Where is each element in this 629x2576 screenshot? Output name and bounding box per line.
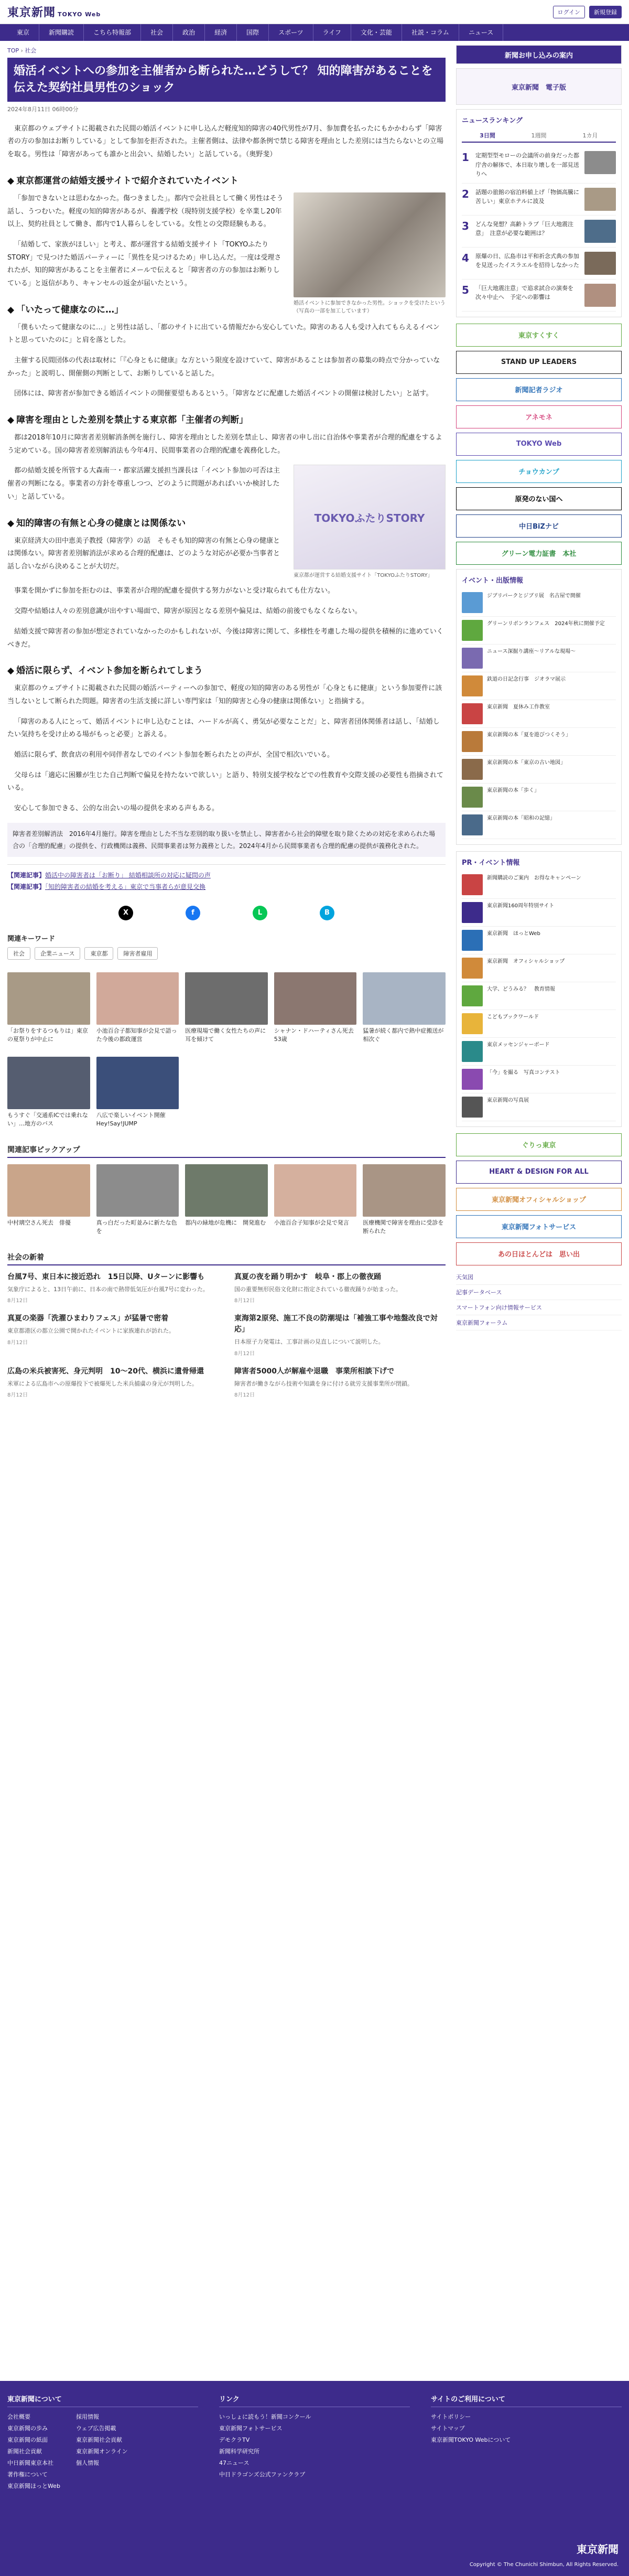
card-title: 医療機関で障害を理由に受診を断られた bbox=[363, 1219, 444, 1235]
ranking-tab[interactable]: 1週間 bbox=[531, 132, 547, 139]
event-thumbnail[interactable] bbox=[462, 1013, 483, 1034]
news-summary: 国の重要無形民俗文化財に指定されている徹夜踊りが始まった。 bbox=[234, 1285, 402, 1293]
card-thumbnail[interactable] bbox=[274, 972, 357, 1025]
article-paragraph: 主催する民間団体の代表は取材に「『心身ともに健康』な方という限度を設けていて、障害があることは参加者の募集の時点で分かっていなかった」と説明し、開催側の判断として、お断りしていると話した。 bbox=[7, 357, 440, 378]
article-heading: ◆ 障害を理由とした差別を禁止する東京都「主催者の判断」 bbox=[7, 412, 446, 425]
footer-logo[interactable]: 東京新聞 bbox=[577, 2543, 619, 2556]
nav-item[interactable]: 国際 bbox=[237, 24, 269, 41]
gallery-card[interactable] bbox=[96, 972, 179, 1044]
news-item[interactable] bbox=[234, 1272, 446, 1304]
footer-link[interactable]: いっしょに読もう！新聞コンクール bbox=[219, 2413, 311, 2420]
card-title: 小池百合子都知事が会見で語った今後の都政運営 bbox=[96, 1027, 177, 1043]
gallery-card[interactable] bbox=[363, 1164, 446, 1236]
gallery-card[interactable] bbox=[274, 1164, 357, 1236]
social-news-list bbox=[7, 1272, 446, 1399]
card-title: 都内の緑地が危機に 開発進む bbox=[185, 1219, 266, 1226]
gallery-card[interactable] bbox=[7, 1057, 90, 1129]
event-item[interactable] bbox=[462, 871, 616, 899]
ranking-text[interactable]: 定期型型モローの会議所の前身だった都庁舎の解体で、本日取り壊しを一部見送りへ bbox=[475, 152, 579, 178]
event-thumbnail[interactable] bbox=[462, 620, 483, 641]
breadcrumb: TOP › 社会 bbox=[7, 47, 37, 54]
pr-box bbox=[456, 851, 622, 1127]
ranking-tab[interactable]: 1カ月 bbox=[582, 132, 598, 139]
article-paragraph: 安心して参加できる、公的な出会いの場の提供を求める声もある。 bbox=[14, 804, 219, 813]
event-text[interactable]: 「今」を撮る 写真コンテスト bbox=[487, 1069, 560, 1076]
news-date: 8月12日 bbox=[7, 1392, 28, 1399]
event-item[interactable] bbox=[462, 672, 616, 700]
nav-item[interactable]: 新聞購読 bbox=[39, 24, 84, 41]
sidebar-banner[interactable]: あの日ほとんどは 思い出 bbox=[456, 1242, 622, 1265]
ranking-item[interactable] bbox=[462, 216, 616, 248]
news-title[interactable]: 障害者5000人が解雇や退職 事業所相談下げで bbox=[234, 1367, 394, 1376]
card-thumbnail[interactable] bbox=[363, 972, 446, 1025]
card-title: 八広で楽しいイベント開催 Hey!Say!JUMP bbox=[96, 1111, 171, 1127]
nav-item[interactable]: 社説・コラム bbox=[402, 24, 459, 41]
news-date: 8月12日 bbox=[234, 1298, 255, 1304]
news-summary: 障害者が働きながら技術や知識を身に付ける就労支援事業所が閉鎖。 bbox=[234, 1380, 413, 1387]
nav-item[interactable]: ライフ bbox=[313, 24, 351, 41]
event-item[interactable] bbox=[462, 899, 616, 927]
news-title[interactable]: 真夏の楽器「洗濯ひまわりフェス」が猛暑で密着 bbox=[7, 1314, 169, 1323]
event-thumbnail[interactable] bbox=[462, 675, 483, 696]
glossary-note: 障害者差別解消法 2016年4月施行。障害を理由とした不当な差別的取り扱いを禁止し、障害者から社会的障壁を取り除くための対応を求められた場合の「合理的配慮」の提供を、行政機関は義務、民間事業者は努力義務とした。2024年4月から民間事業者も合理的配慮の提供が義務化された。 bbox=[7, 823, 446, 857]
keyword-tag[interactable]: 社会 bbox=[7, 947, 30, 960]
card-title: 小池百合子知事が会見で発言 bbox=[274, 1219, 349, 1226]
ranking-item[interactable] bbox=[462, 248, 616, 280]
article-paragraph: 団体には、障害者が参加できる婚活イベントの開催要望もあるという。「障害などに配慮した婚活イベントの開催は検討したい」と話す。 bbox=[14, 390, 433, 398]
footer-link[interactable]: 東京新聞社会貢献 bbox=[75, 2437, 122, 2443]
event-thumbnail[interactable] bbox=[462, 787, 483, 808]
ranking-text[interactable]: 原爆の日、広島市は平和祈念式典の参加を見送ったイスラエルを招待しなかった bbox=[475, 252, 579, 269]
related-link[interactable]: 「知的障害者の結婚を考える」東京で当事者らが意見交換 bbox=[45, 883, 206, 890]
footer-link[interactable]: 東京新聞ほっとWeb bbox=[7, 2483, 60, 2489]
article-paragraph: 「結婚して、家族がほしい」と考え、都が運営する結婚支援サイト「TOKYOふたりSTORY」で見つけた婚活パーティーに「異性を見つけるため」申し込んだ。一度は受理されたが、知的障害があることを主催者にメールで伝えると「障害者の方の参加はお断りしている」と返信があり、キャンセルの返金が届いたという。 bbox=[7, 240, 281, 287]
article-main bbox=[7, 41, 446, 1398]
share-line-icon[interactable]: L bbox=[253, 906, 267, 920]
card-thumbnail[interactable] bbox=[96, 972, 179, 1025]
news-item[interactable] bbox=[234, 1313, 446, 1357]
gallery-card[interactable] bbox=[96, 1164, 179, 1236]
card-thumbnail[interactable] bbox=[7, 1164, 90, 1217]
sidebar-banner[interactable]: アネモネ bbox=[456, 405, 622, 428]
sidebar-link[interactable]: 東京新聞フォーラム bbox=[456, 1315, 622, 1330]
article-heading: ◆ 東京都運営の結婚支援サイトで紹介されていたイベント bbox=[7, 173, 446, 186]
article-paragraph: 婚活に限らず、飲食店の利用や同伴者なしでのイベント参加を断られたとの声が、全国で相次いでいる。 bbox=[14, 750, 334, 759]
event-text[interactable]: 東京新聞160周年特別サイト bbox=[487, 903, 555, 909]
ranking-number: 2 bbox=[462, 187, 469, 200]
footer-col-title: リンク bbox=[219, 2393, 410, 2407]
sidebar-banner[interactable]: STAND UP LEADERS bbox=[456, 351, 622, 374]
event-thumbnail[interactable] bbox=[462, 1069, 483, 1090]
event-item[interactable] bbox=[462, 982, 616, 1010]
event-thumbnail[interactable] bbox=[462, 1097, 483, 1118]
site-footer bbox=[0, 2381, 629, 2576]
keyword-tag[interactable]: 東京都 bbox=[84, 947, 113, 960]
card-title: 猛暑が続く都内で熱中症搬送が相次ぐ bbox=[363, 1027, 444, 1043]
event-thumbnail[interactable] bbox=[462, 703, 483, 724]
event-text[interactable]: ニュース深掘り講座～リアルな現場～ bbox=[487, 648, 576, 654]
keyword-tag[interactable]: 障害者雇用 bbox=[117, 947, 158, 960]
event-item[interactable] bbox=[462, 728, 616, 756]
news-item[interactable] bbox=[7, 1313, 219, 1357]
social-title: 社会の新着 bbox=[7, 1252, 446, 1265]
gallery-card[interactable] bbox=[185, 1164, 268, 1236]
main-nav bbox=[0, 24, 629, 41]
pr-title: PR・イベント情報 bbox=[462, 858, 520, 867]
news-item[interactable] bbox=[234, 1366, 446, 1399]
pickup-list bbox=[7, 1164, 446, 1236]
article-heading: ◆ 「いたって健康なのに…」 bbox=[7, 302, 446, 315]
event-thumbnail[interactable] bbox=[462, 1041, 483, 1062]
event-text[interactable]: 東京新聞の本「昭和の記憶」 bbox=[487, 815, 555, 821]
footer-link[interactable]: 新聞科学研究所 bbox=[219, 2448, 259, 2455]
nav-item[interactable]: 経済 bbox=[205, 24, 237, 41]
card-thumbnail[interactable] bbox=[185, 1164, 268, 1217]
footer-link[interactable]: 東京新聞の紙面 bbox=[7, 2437, 48, 2443]
sidebar-link[interactable]: 記事データベース bbox=[456, 1285, 622, 1300]
article-paragraph: 東京経済大の田中恵美子教授（障害学）の話 そもそも知的障害の有無と心身の健康とは関係ない。障害者差別解消法が求める合理的配慮は、どのような対応が必要か当事者と話し合いながら決めることが大切だ。 bbox=[7, 536, 280, 571]
card-thumbnail[interactable] bbox=[7, 972, 90, 1025]
event-box bbox=[456, 569, 622, 845]
card-thumbnail[interactable] bbox=[7, 1057, 90, 1109]
news-title[interactable]: 広島の米兵被害死、身元判明 10～20代、横浜に遺骨帰還 bbox=[7, 1367, 204, 1376]
event-thumbnail[interactable] bbox=[462, 985, 483, 1006]
event-item[interactable] bbox=[462, 954, 616, 982]
footer-link[interactable]: 著作権について bbox=[7, 2471, 48, 2478]
card-thumbnail[interactable] bbox=[363, 1164, 446, 1217]
sidebar-banner[interactable]: 新聞記者ラジオ bbox=[456, 378, 622, 401]
news-item[interactable] bbox=[7, 1272, 219, 1304]
footer-col-title: サイトのご利用について bbox=[431, 2393, 622, 2407]
event-text[interactable]: 東京新聞の写真展 bbox=[487, 1097, 529, 1103]
site-screenshot[interactable]: TOKYOふたりSTORY bbox=[294, 465, 446, 570]
footer-link[interactable]: 採用情報 bbox=[75, 2413, 99, 2420]
sidebar-banner[interactable]: TOKYO Web bbox=[456, 433, 622, 456]
event-text[interactable]: 東京新聞の本「東京の古い地図」 bbox=[487, 759, 566, 766]
promo-banner[interactable]: 東京新聞 電子版 bbox=[456, 68, 622, 105]
ranking-text[interactable]: どんな発想？高齢トラブ「巨大地震注意」 注意が必要な範囲は？ bbox=[475, 220, 573, 237]
ranking-title: ニュースランキング bbox=[462, 117, 523, 125]
figure-caption: 東京都が運営する結婚支援サイト「TOKYOふたりSTORY」 bbox=[294, 573, 433, 579]
news-date: 8月12日 bbox=[7, 1339, 28, 1346]
footer-link[interactable]: サイトポリシー bbox=[431, 2413, 471, 2420]
card-thumbnail[interactable] bbox=[96, 1057, 179, 1109]
sidebar-link[interactable]: 天気図 bbox=[456, 1270, 622, 1285]
nav-item[interactable]: 文化・芸能 bbox=[351, 24, 402, 41]
card-title: もうすぐ「交通系ICでは乗れない」…地方のバス bbox=[7, 1111, 88, 1127]
news-summary: 気象庁によると、13日午前に、日本の南で熱帯低気圧が台風7号に変わった。 bbox=[7, 1285, 209, 1293]
event-item[interactable] bbox=[462, 700, 616, 728]
sidebar-banner[interactable]: 原発のない国へ bbox=[456, 487, 622, 510]
article-paragraph: 東京都のウェブサイトに掲載された民間の婚活パーティーへの参加で、軽度の知的障害のある男性が「心身ともに健康」という参加要件に該当しないとして断られた問題。障害者の生活支援に詳しい専門家は「知的障害と心身の健康は関係ない」と指摘する。 bbox=[7, 684, 442, 705]
article-photo[interactable] bbox=[294, 192, 446, 297]
nav-item[interactable]: 東京 bbox=[7, 24, 39, 41]
ranking-number: 4 bbox=[462, 251, 469, 264]
ranking-text[interactable]: 「巨大地震注意」で追求試合の演奏を次々中止へ 予定への影響は bbox=[475, 284, 573, 301]
sidebar-links bbox=[456, 1270, 622, 1330]
event-text[interactable]: 東京新聞 ほっとWeb bbox=[487, 930, 540, 937]
login-button[interactable]: ログイン bbox=[553, 6, 585, 18]
event-thumbnail[interactable] bbox=[462, 814, 483, 835]
event-text[interactable]: 東京新聞 オフィシャルショップ bbox=[487, 958, 565, 964]
sidebar-banner[interactable]: グリーン電力証書 本社 bbox=[456, 542, 622, 565]
event-text[interactable]: 東京新聞の本「歩く」 bbox=[487, 787, 539, 793]
breadcrumb-top[interactable]: TOP bbox=[7, 47, 19, 54]
footer-link[interactable]: ウェブ広告掲載 bbox=[75, 2425, 116, 2432]
news-title[interactable]: 台風7号、東日本に接近恐れ 15日以降、Uターンに影響も bbox=[7, 1272, 205, 1281]
article-paragraph: 事業を開かずに参加を拒むのは、事業者が合理的配慮を提供する努力がないと受け取られても仕方ない。 bbox=[14, 587, 335, 595]
gallery-card[interactable] bbox=[7, 972, 90, 1044]
ranking-text[interactable]: 話題の旅館の宿泊料値上げ「物価高騰に苦しい」東京ホテルに波及 bbox=[475, 188, 579, 205]
card-title: 「お祭りをするつもりは」東京の夏祭りが中止に bbox=[7, 1027, 88, 1043]
promo-banner[interactable]: 新聞お申し込みの案内 bbox=[456, 45, 622, 64]
event-thumbnail[interactable] bbox=[462, 648, 483, 669]
news-date: 8月12日 bbox=[7, 1298, 28, 1304]
share-hatena-icon[interactable]: B bbox=[320, 906, 334, 920]
share-facebook-icon[interactable]: f bbox=[186, 906, 200, 920]
ranking-thumbnail[interactable] bbox=[584, 151, 616, 174]
event-item[interactable] bbox=[462, 1093, 616, 1121]
share-x-icon[interactable]: X bbox=[118, 906, 133, 920]
ranking-thumbnail[interactable] bbox=[584, 284, 616, 307]
event-text[interactable]: 大学、どうみる？ 教育情報 bbox=[487, 986, 555, 992]
ranking-item[interactable] bbox=[462, 184, 616, 216]
card-title: シャナン・ドハーティさん死去 53歳 bbox=[274, 1027, 360, 1043]
event-item[interactable] bbox=[462, 756, 616, 783]
article-paragraph: 都は2018年10月に障害者差別解消条例を施行し、障害を理由とした差別を禁止し、障害者の申し出に自治体や事業者が合理的配慮をするよう定めている。国の障害者差別解消法も今年4月、民間事業者の合理的配慮を義務化した。 bbox=[7, 434, 442, 455]
sidebar-banner[interactable]: HEART & DESIGN FOR ALL bbox=[456, 1161, 622, 1184]
top-bar bbox=[0, 0, 629, 24]
sidebar-banner[interactable]: 中日BiZナビ bbox=[456, 514, 622, 538]
sidebar bbox=[456, 41, 622, 1398]
footer-link[interactable]: デモクラTV bbox=[219, 2437, 250, 2443]
footer-link[interactable]: 東京新聞の歩み bbox=[7, 2425, 48, 2432]
event-item[interactable] bbox=[462, 1066, 616, 1093]
article-paragraph: 「僕もいたって健康なのに…」と男性は話し、「都のサイトに出ている情報だから安心していた。障害のある人も受け入れてもらえるイベントと思っていたのに」と肩を落とした。 bbox=[7, 323, 440, 345]
footer-link[interactable]: 東京新聞フォトサービス bbox=[219, 2425, 283, 2432]
sidebar-banner[interactable]: 東京すくすく bbox=[456, 324, 622, 347]
ranking-tabs bbox=[462, 129, 616, 143]
event-text[interactable]: 東京新聞 夏休み工作教室 bbox=[487, 704, 550, 710]
ranking-thumbnail[interactable] bbox=[584, 252, 616, 275]
keyword-list bbox=[7, 947, 446, 960]
site-logo[interactable]: 東京新聞 TOKYO Web bbox=[7, 6, 101, 19]
breadcrumb-section[interactable]: 社会 bbox=[25, 47, 37, 54]
news-date: 8月12日 bbox=[234, 1392, 255, 1399]
news-date: 8月12日 bbox=[234, 1350, 255, 1357]
footer-link[interactable]: 新聞社会貢献 bbox=[7, 2448, 42, 2455]
event-text[interactable]: グリーンリボンランフェス 2024年秋に開催予定 bbox=[487, 620, 605, 627]
share-buttons bbox=[7, 906, 446, 920]
gallery-card[interactable] bbox=[274, 972, 360, 1044]
card-thumbnail[interactable] bbox=[185, 972, 268, 1025]
event-item[interactable] bbox=[462, 811, 616, 839]
photo-gallery bbox=[7, 1057, 446, 1129]
event-thumbnail[interactable] bbox=[462, 592, 483, 613]
news-title[interactable]: 東海第2原発、施工不良の防潮堤は「補強工事や地盤改良で対応」 bbox=[234, 1314, 438, 1334]
sidebar-banner[interactable]: ぐりっ東京 bbox=[456, 1133, 622, 1156]
event-text[interactable]: ジブリパークとジブリ展 名古屋で開催 bbox=[487, 593, 581, 599]
article-title: 婚活イベントへの参加を主催者から断られた…どうして？ 知的障害があることを伝えた契約社員男性のショック bbox=[7, 58, 446, 102]
event-thumbnail[interactable] bbox=[462, 902, 483, 923]
news-summary: 東京都港区の都立公園で開かれたイベントに家族連れが訪れた。 bbox=[7, 1327, 175, 1335]
nav-item[interactable]: スポーツ bbox=[269, 24, 313, 41]
sidebar-banner[interactable]: チョウカンプ bbox=[456, 460, 622, 483]
footer-link[interactable]: 東京新聞TOKYO Webについて bbox=[431, 2437, 511, 2443]
article-figure bbox=[294, 465, 446, 579]
article-heading: ◆ 知的障害の有無と心身の健康とは関係ない bbox=[7, 516, 446, 529]
event-item[interactable] bbox=[462, 783, 616, 811]
ranking-box bbox=[456, 109, 622, 317]
event-thumbnail[interactable] bbox=[462, 958, 483, 979]
article-paragraph: 「障害のある人にとって、婚活イベントに申し込むことは、ハードルが高く、勇気が必要なことだ」と、障害者団体関係者は話し、「結婚したい気持ちを受け止める場がもっと必要」と訴える。 bbox=[7, 717, 440, 739]
event-item[interactable] bbox=[462, 1038, 616, 1066]
event-item[interactable] bbox=[462, 1010, 616, 1038]
sidebar-banner[interactable]: 東京新聞フォトサービス bbox=[456, 1215, 622, 1238]
copyright: Copyright © The Chunichi Shimbun, All Rights Reserved. bbox=[469, 2562, 619, 2568]
footer-link[interactable]: 中日新聞東京本社 bbox=[7, 2460, 53, 2466]
ranking-number: 3 bbox=[462, 219, 469, 232]
gallery-card[interactable] bbox=[185, 972, 268, 1044]
footer-link[interactable]: サイトマップ bbox=[431, 2425, 465, 2432]
card-title: 医療現場で働く女性たちの声に耳を傾けて bbox=[185, 1027, 266, 1043]
subscribe-button[interactable]: 新規登録 bbox=[589, 6, 622, 18]
pickup-title: 関連記事ピックアップ bbox=[7, 1144, 446, 1158]
article-paragraph: 都の結婚支援を所管する大森南一・都家活躍支援担当課長は「イベント参加の可否は主催者の判断になる。事業者の方針を尊重しつつ、どのように問題があればいいか検討したい」と話している。 bbox=[7, 467, 280, 501]
event-text[interactable]: こどもブックワールド bbox=[487, 1014, 539, 1020]
event-text[interactable]: 東京新聞の本「夏を遊びつくそう」 bbox=[487, 732, 571, 738]
ranking-item[interactable] bbox=[462, 147, 616, 184]
event-item[interactable] bbox=[462, 927, 616, 954]
event-thumbnail[interactable] bbox=[462, 930, 483, 951]
event-item[interactable] bbox=[462, 589, 616, 617]
card-title: 真っ白だった町並みに新たな色を bbox=[96, 1219, 177, 1235]
nav-item[interactable]: 社会 bbox=[141, 24, 173, 41]
ranking-number: 1 bbox=[462, 151, 469, 164]
gallery-card[interactable] bbox=[96, 1057, 179, 1129]
sidebar-link[interactable]: スマートフォン向け情報サービス bbox=[456, 1300, 622, 1315]
gallery-card[interactable] bbox=[7, 1164, 90, 1236]
article-paragraph: 交際や結婚は人々の差別意識が出やすい場面で、障害が原因となる差別や偏見は、結婚の前後でもなくならない。 bbox=[14, 607, 362, 616]
event-thumbnail[interactable] bbox=[462, 874, 483, 895]
event-title: イベント・出版情報 bbox=[462, 576, 524, 585]
ranking-thumbnail[interactable] bbox=[584, 220, 616, 243]
event-text[interactable]: 鉄道の日記念行事 ジオラマ展示 bbox=[487, 676, 566, 682]
article-paragraph: 東京都のウェブサイトに掲載された民間の婚活イベントに申し込んだ軽度知的障害の40代男性が7月、参加費を払ったにもかかわらず「障害者の方の参加はお断りしている」として参加を拒否された。主催者側は、法律や都条例で禁じる障害を理由とした差別には当たらないとの立場を取る。男性は「障害があっても誰かと出会い、結婚したい」と話している。（奥野斐） bbox=[7, 124, 444, 159]
event-thumbnail[interactable] bbox=[462, 731, 483, 752]
event-item[interactable] bbox=[462, 645, 616, 672]
gallery-card[interactable] bbox=[363, 972, 446, 1044]
footer-link[interactable]: 個人情報 bbox=[75, 2460, 99, 2466]
article-paragraph: 「参加できないとは思わなかった。傷つきました」。都内で会社員として働く男性はそう話し、うつむいた。軽度の知的障害があるが、養護学校（現特別支援学校）を卒業し20年以上、契約社員として働き、都内で1人暮らしをしている。女性との交際経験もある。 bbox=[7, 194, 284, 229]
article-heading: ◆ 婚活に限らず、イベント参加を断られてしまう bbox=[7, 663, 446, 676]
keywords-title: 関連キーワード bbox=[7, 935, 56, 943]
event-item[interactable] bbox=[462, 617, 616, 645]
event-thumbnail[interactable] bbox=[462, 759, 483, 780]
card-thumbnail[interactable] bbox=[274, 1164, 357, 1217]
ranking-number: 5 bbox=[462, 283, 469, 296]
related-links: 【関連記事】婚活中の障害者は「お断り」 結婚相談所の対応に疑問の声 【関連記事】「知的障害者の結婚を考える」東京で当事者らが意見交換 bbox=[7, 864, 446, 893]
article-figure bbox=[294, 192, 446, 315]
news-summary: 日本原子力発電は、工事計画の見直しについて説明した。 bbox=[234, 1338, 384, 1346]
article-date: 2024年8月11日 06時00分 bbox=[7, 105, 79, 113]
nav-item[interactable]: ニュース bbox=[459, 24, 503, 41]
sidebar-banner[interactable]: 東京新聞オフィシャルショップ bbox=[456, 1188, 622, 1211]
ranking-item[interactable] bbox=[462, 280, 616, 312]
footer-col-title: 東京新聞について bbox=[7, 2393, 198, 2407]
footer-link[interactable]: 47ニュース bbox=[219, 2460, 250, 2466]
article-paragraph: 結婚支援で障害者の参加が想定されていなかったのかもしれないが、今後は障害に関して、多様性を考慮した場の提供を積極的に進めていくべきだ。 bbox=[7, 627, 443, 649]
footer-link[interactable]: 会社概要 bbox=[7, 2413, 30, 2420]
card-thumbnail[interactable] bbox=[96, 1164, 179, 1217]
related-link[interactable]: 婚活中の障害者は「お断り」 結婚相談所の対応に疑問の声 bbox=[45, 872, 211, 879]
news-title[interactable]: 真夏の夜を踊り明かす 岐阜・郡上の徹夜踊 bbox=[234, 1272, 381, 1281]
card-title: 中村璃空さん死去 俳優 bbox=[7, 1219, 71, 1226]
article-paragraph: 父母らは「適応に困難が生じた自己判断で偏見を持たないで欲しい」と語り、特別支援学校などでの性教育や交際支援の必要性も指摘されている。 bbox=[7, 771, 444, 792]
nav-item[interactable]: こちら特報部 bbox=[84, 24, 141, 41]
event-text[interactable]: 東京メッセンジャーボード bbox=[487, 1042, 550, 1048]
figure-caption: 婚活イベントに参加できなかった男性。ショックを受けたという（写真の一部を加工しています） bbox=[294, 300, 446, 314]
footer-link[interactable]: 中日ドラゴンズ公式ファンクラブ bbox=[219, 2471, 306, 2478]
nav-item[interactable]: 政治 bbox=[173, 24, 205, 41]
footer-link[interactable]: 東京新聞オンライン bbox=[75, 2448, 128, 2455]
event-text[interactable]: 新聞購読のご案内 お得なキャンペーン bbox=[487, 875, 581, 881]
ranking-thumbnail[interactable] bbox=[584, 188, 616, 211]
photo-gallery bbox=[7, 972, 446, 1044]
keyword-tag[interactable]: 企業ニュース bbox=[35, 947, 80, 960]
news-summary: 米軍による広島市への原爆投下で被爆死した米兵捕虜の身元が判明した。 bbox=[7, 1380, 198, 1387]
news-item[interactable] bbox=[7, 1366, 219, 1399]
ranking-tab[interactable]: 3日間 bbox=[480, 132, 495, 139]
